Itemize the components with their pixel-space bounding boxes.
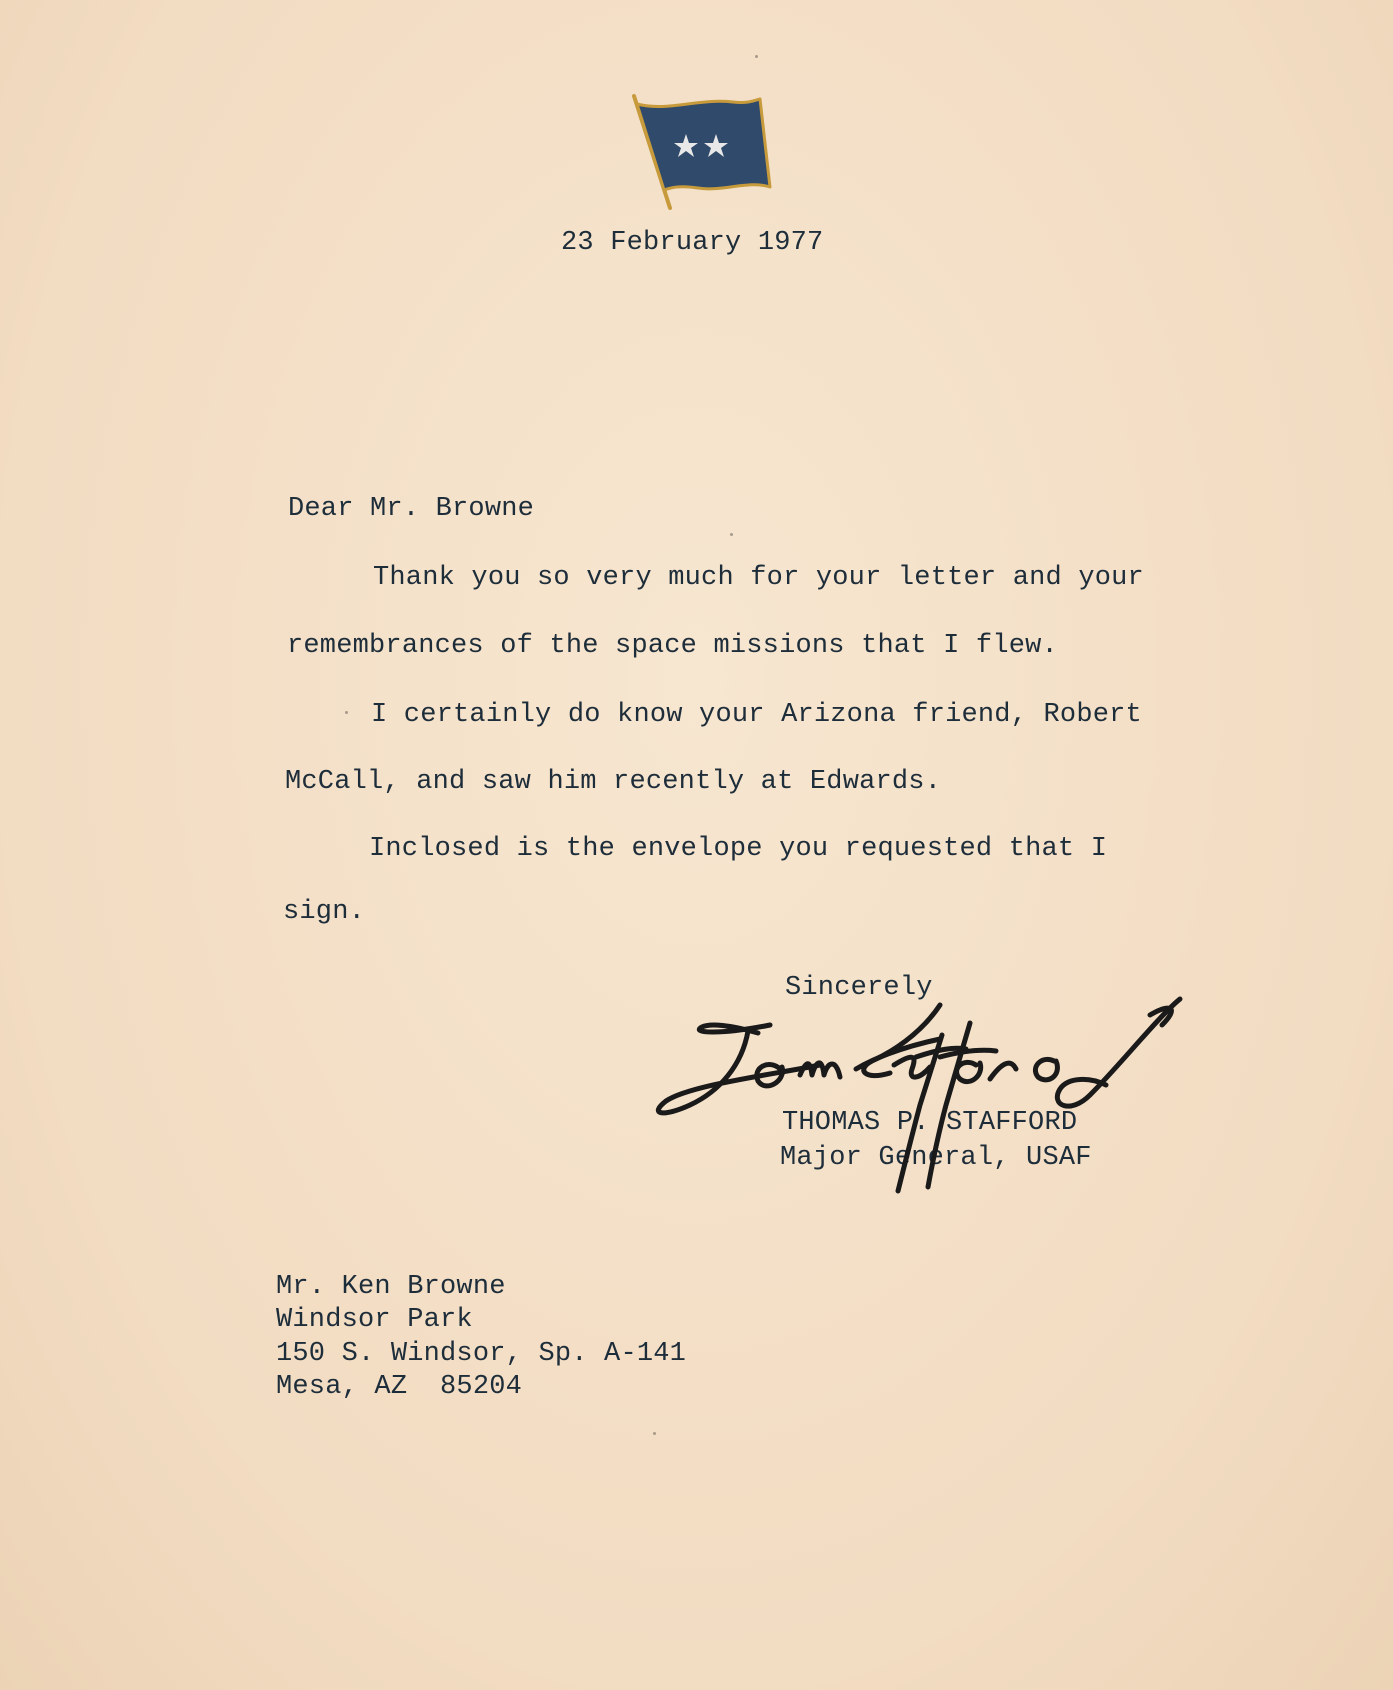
- paper-speck: [730, 533, 733, 536]
- letter-date: 23 February 1977: [561, 228, 824, 258]
- two-star-flag-icon: [628, 92, 773, 214]
- body-line: Thank you so very much for your letter and your: [373, 563, 1144, 593]
- body-line: McCall, and saw him recently at Edwards.: [285, 767, 942, 797]
- paper-speck: [755, 55, 758, 58]
- recipient-line: Windsor Park: [276, 1305, 473, 1335]
- body-line: sign.: [283, 897, 366, 927]
- paper-speck: [345, 711, 348, 714]
- recipient-line: Mesa, AZ 85204: [276, 1372, 523, 1402]
- signer-name: THOMAS P. STAFFORD: [782, 1108, 1078, 1138]
- handwritten-signature: [650, 995, 1205, 1205]
- body-line: remembrances of the space missions that I flew.: [287, 631, 1058, 661]
- paper-speck: [653, 1432, 656, 1435]
- signer-title: Major General, USAF: [780, 1143, 1092, 1173]
- closing: Sincerely: [785, 973, 933, 1003]
- body-line: Inclosed is the envelope you requested that I: [369, 834, 1108, 864]
- recipient-line: 150 S. Windsor, Sp. A-141: [276, 1339, 687, 1369]
- recipient-line: Mr. Ken Browne: [276, 1272, 506, 1302]
- salutation: Dear Mr. Browne: [288, 494, 535, 524]
- body-line: I certainly do know your Arizona friend, Robert: [371, 700, 1142, 730]
